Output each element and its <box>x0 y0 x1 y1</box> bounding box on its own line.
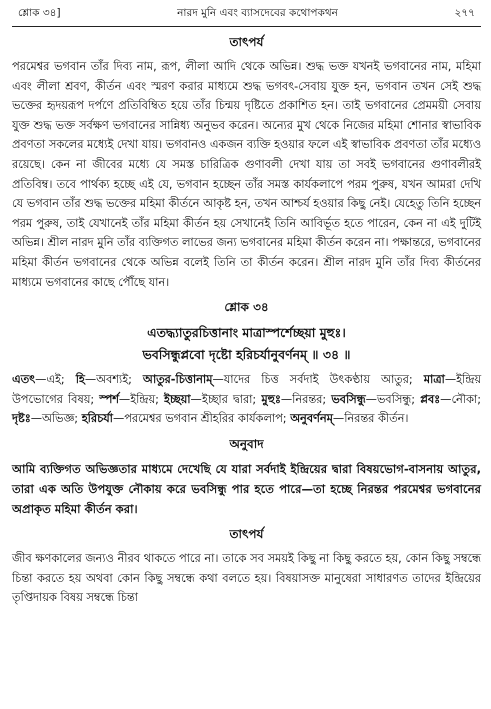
synonym-meaning: —নিরন্তর; <box>280 392 332 406</box>
chapter-title: নারদ মুনি এবং ব্যাসদেবের কথোপকথন <box>177 7 338 19</box>
translation-text: আমি ব্যক্তিগত অভিজ্ঞতার মাধ্যমে দেখেছি যে যারা সর্বদাই ইন্দ্রিয়ের দ্বারা বিষয়ভোগ-বাসনায় আতুর, তারা এক অতি উপযুক্ত নৌকায় করে ভবসিন্ধু পার হতে পারে—তা হচ্ছে নিরন্তর পরমেশ্বর ভগবানের অপ্রাকৃত মহিমা কীর্তন করা। <box>12 461 481 516</box>
synonym-meaning: —ভবসিন্ধু; <box>365 392 421 406</box>
synonym-term: ভবসিন্ধু <box>331 392 366 406</box>
verse-line-1: এতদ্ধ্যাতুরচিত্তানাং মাত্রাস্পর্শেচ্ছয়া মুহুঃ। <box>147 325 346 341</box>
synonym-term: দৃষ্টঃ <box>12 412 31 426</box>
page-header <box>12 0 481 27</box>
synonym-term: অনুবর্ণনম্ <box>290 412 333 426</box>
synonym-term: আতুর-চিত্তানাম্ <box>142 373 213 387</box>
synonym-term: মুহুঃ <box>261 392 281 406</box>
synonym-meaning: —পরমেশ্বর ভগবান শ্রীহরির কার্যকলাপ; <box>112 412 291 426</box>
synonym-term: মাত্রা <box>423 373 445 387</box>
synonym-term: প্লবঃ <box>420 392 441 406</box>
synonym-meaning: —ইচ্ছার দ্বারা; <box>190 392 262 406</box>
translation-heading: অনুবাদ <box>229 436 264 451</box>
synonym-term: হরিচর্যা <box>81 412 113 426</box>
synonym-term: ইচ্ছয়া <box>164 392 191 406</box>
purport-heading-2: তাৎপর্য <box>229 526 264 541</box>
verse-reference: শ্লোক ৩৪] <box>18 7 61 19</box>
synonym-meaning: —যাদের চিত্ত সর্বদাই উৎকণ্ঠায় আতুর; <box>212 373 424 387</box>
synonym-term: হি <box>75 373 85 387</box>
synonym-term: এতৎ <box>12 373 36 387</box>
purport-text-2: জীব ক্ষণকালের জন্যও নীরব থাকতে পারে না। তাকে সব সময়ই কিছু না কিছু করতে হয়, কোন কিছু সম্বন্ধে চিন্তা করতে হয় অথবা কোন কিছু সম্বন্ধে কথা বলতে হয়। বিষয়াসক্ত মানুষেরা সাধারণত তাদের ইন্দ্রিয়ের তৃপ্তিদায়ক বিষয় সম্বন্ধে চিন্তা <box>12 551 481 605</box>
synonym-meaning: —ইন্দ্রিয়; <box>118 392 164 406</box>
synonym-meaning: —নিরন্তর কীর্তন। <box>332 412 409 426</box>
verse-line-2: ভবসিন্ধুপ্লবো দৃষ্টো হরিচর্যানুবর্ণনম্ ॥ ৩৪ ॥ <box>142 347 351 363</box>
purport-text: পরমেশ্বর ভগবান তাঁর দিব্য নাম, রূপ, লীলা আদি থেকে অভিন্ন। শুদ্ধ ভক্ত যখনই ভগবানের নাম, মহিমা এবং লীলা শ্রবণ, কীর্তন এবং স্মরণ করার মাধ্যমে শুদ্ধ ভগবৎ-সেবায় যুক্ত হন, ভগবান তখন সেই শুদ্ধ ভক্তের হৃদয়রূপ দর্পণে প্রতিবিম্বিত হয়ে তাঁর চিন্ময় দৃষ্টিতে প্রকাশিত হন। তাই ভগবানের প্রেমময়ী সেবায় যুক্ত শুদ্ধ ভক্ত সর্বক্ষণ ভগবানের সান্নিধ্য অনুভব করেন। অন্যের মুখ থেকে নিজের মহিমা শোনার স্বাভাবিক প্রবণতা সকলের মধ্যেই দেখা যায়। ভগবানও একজন ব্যক্তি হওয়ার ফলে এই স্বাভাবিক প্রবণতা তাঁর মধ্যেও রয়েছে। কেন না জীবের মধ্যে যে সমস্ত চারিত্রিক গুণাবলী দেখা যায় তা সবই ভগবানের গুণাবলীরই প্রতিবিম্ব। তবে পার্থক্য হচ্ছে এই যে, ভগবান হচ্ছেন তাঁর সমস্ত কার্যকলাপে পরম পুরুষ, যখন আমরা দেখি যে ভগবান তাঁর শুদ্ধ ভক্তের মহিমা কীর্তনে আকৃষ্ট হন, তখন আশ্চর্য হওয়ার কিছু নেই। যেহেতু তিনি হচ্ছেন পরম পুরুষ, তাই যেখানেই তাঁর মহিমা কীর্তন হয় সেখানেই তিনি আবির্ভূত হতে পারেন, কেন না এই দুটিই অভিন্ন। শ্রীল নারদ মুনি তাঁর ব্যক্তিগত লাভের জন্য ভগবানের মহিমা কীর্তন করেন না। পক্ষান্তরে, ভগবানের মহিমা কীর্তন ভগবানের থেকে অভিন্ন বলেই তিনি তা কীর্তন করেন। শ্রীল নারদ মুনি তাঁর দিব্য কীর্তনের মাধ্যমে ভগবানের কাছে পৌঁছে যান। <box>12 60 482 289</box>
synonym-meaning: —অবশ্যই; <box>84 373 143 387</box>
word-synonyms <box>12 370 481 429</box>
purport-heading: তাৎপর্য <box>229 35 264 49</box>
page-number: ২৭৭ <box>454 7 475 19</box>
synonym-meaning: —এই; <box>35 373 76 387</box>
synonym-term: স্পর্শ <box>99 392 119 406</box>
synonym-meaning: —নৌকা; <box>440 392 482 406</box>
synonym-meaning: —অভিজ্ঞ; <box>30 412 82 426</box>
verse-heading: শ্লোক ৩৪ <box>224 300 269 315</box>
synonym-meaning: —ইন্দ্রিয় উপভোগের বিষয়; <box>12 373 482 406</box>
